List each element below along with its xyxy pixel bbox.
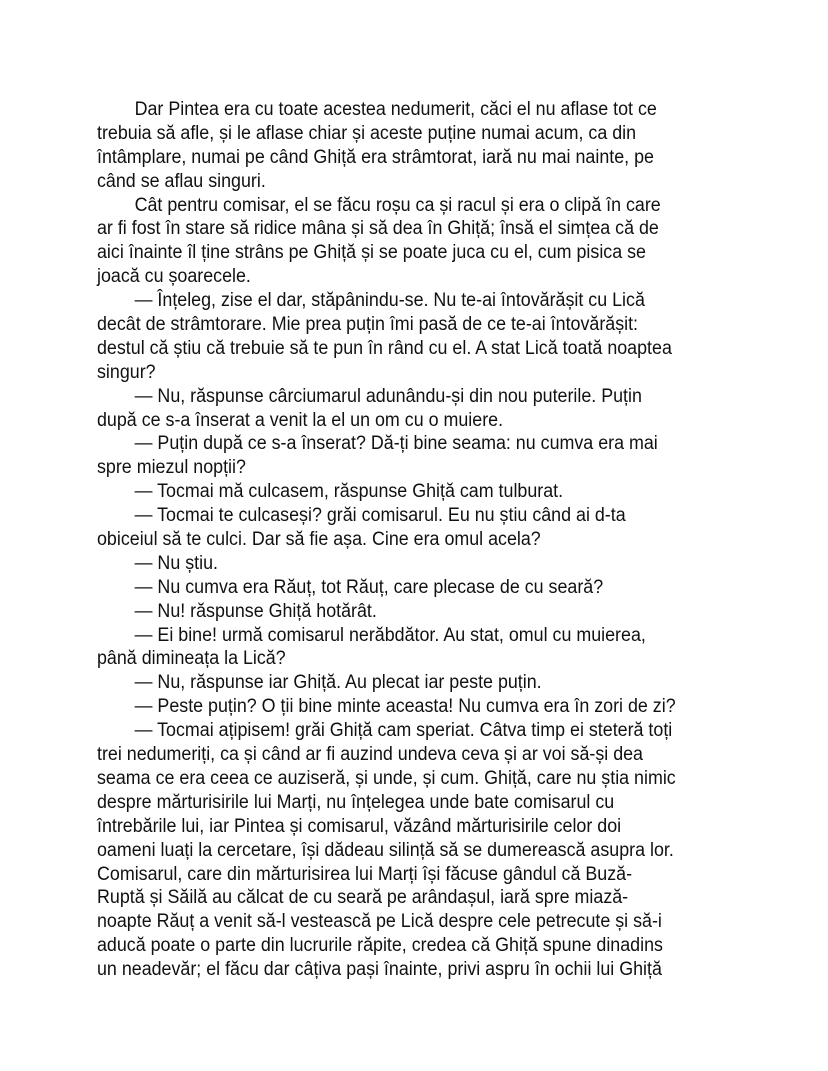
text-line: despre mărturisirile lui Marți, nu înțelegea unde bate comisarul cu	[97, 791, 615, 813]
text-line: ar fi fost în stare să ridice mâna și să dea în Ghiță; însă el simțea că de	[97, 218, 659, 240]
text-line: — Peste puțin? O ții bine minte aceasta! Nu cumva era în zori de zi?	[134, 696, 676, 718]
text-line: obiceiul să te culci. Dar să fie așa. Cine era omul acela?	[97, 529, 541, 551]
text-line: — Tocmai mă culcasem, răspunse Ghiță cam tulburat.	[134, 481, 564, 503]
text-line: un neadevăr; el făcu dar câțiva pași înainte, privi aspru în ochii lui Ghiță	[97, 959, 662, 981]
text-line: — Nu, răspunse iar Ghiță. Au plecat iar peste puțin.	[134, 672, 542, 694]
text-line: Dar Pintea era cu toate acestea nedumerit, căci el nu aflase tot ce	[134, 99, 657, 120]
text-line: — Nu! răspunse Ghiță hotărât.	[134, 600, 377, 622]
text-line: decât de strâmtorare. Mie prea puțin îmi pasă de ce te-ai întovărășit:	[97, 314, 639, 336]
text-line: trebuia să afle, și le aflase chiar și aceste puține numai acum, ca din	[97, 122, 637, 144]
text-line: — Nu știu.	[134, 552, 218, 574]
text-line: — Tocmai ațipisem! grăi Ghiță cam speriat. Câtva timp ei steteră toți	[134, 720, 673, 742]
text-line: — Nu, răspunse cârciumarul adunându-și din nou puterile. Puțin	[134, 385, 642, 407]
text-line: — Nu cumva era Răuț, tot Răuț, care plecase de cu seară?	[134, 576, 604, 598]
text-line: întâmplare, numai pe când Ghiță era strâmtorat, iară nu mai nainte, pe	[97, 146, 654, 168]
text-line: după ce s-a înserat a venit la el un om cu o muiere.	[97, 409, 504, 431]
text-line: — Puțin după ce s-a înserat? Dă-ți bine seama: nu cumva era mai	[134, 433, 658, 455]
text-line: până dimineața la Lică?	[97, 648, 286, 670]
text-line: joacă cu șoarecele.	[97, 266, 251, 288]
document-page	[97, 98, 747, 982]
text-line: trei nedumeriți, ca și când ar fi auzind undeva ceva și ar voi să-și dea	[97, 744, 644, 766]
text-line: Cât pentru comisar, el se făcu roșu ca și racul și era o clipă în care	[134, 194, 661, 216]
text-line: — Ei bine! urmă comisarul nerăbdător. Au stat, omul cu muierea,	[134, 624, 646, 646]
text-line: aducă poate o parte din lucrurile răpite, credea că Ghiță spune dinadins	[97, 935, 663, 957]
text-line: destul că știu că trebuie să te pun în rând cu el. A stat Lică toată noaptea	[97, 337, 672, 359]
text-line: aici înainte îl ține strâns pe Ghiță și se poate juca cu el, cum pisica se	[97, 242, 646, 264]
text-line: seama ce era ceea ce auziseră, și unde, și cum. Ghiță, care nu știa nimic	[97, 767, 676, 789]
text-line: Comisarul, care din mărturisirea lui Marți își făcuse gândul că Buză-	[97, 863, 633, 885]
text-line: oameni luați la cercetare, își dădeau silință să se dumerească asupra lor.	[97, 839, 674, 861]
text-line: spre miezul nopții?	[97, 457, 246, 479]
text-line: Ruptă și Săilă au călcat de cu seară pe arândașul, iară spre miază-	[97, 887, 629, 909]
text-line: singur?	[97, 361, 156, 383]
text-line: — Tocmai te culcaseși? grăi comisarul. Eu nu știu când ai d-ta	[134, 505, 626, 527]
text-line: întrebările lui, iar Pintea și comisarul, văzând mărturisirile celor doi	[97, 815, 622, 837]
text-line: noapte Răuț a venit să-l vestească pe Lică despre cele petrecute și să-i	[97, 911, 662, 933]
text-line: când se aflau singuri.	[97, 170, 266, 192]
text-line: — Înțeleg, zise el dar, stăpânindu-se. Nu te-ai întovărășit cu Lică	[134, 290, 645, 312]
